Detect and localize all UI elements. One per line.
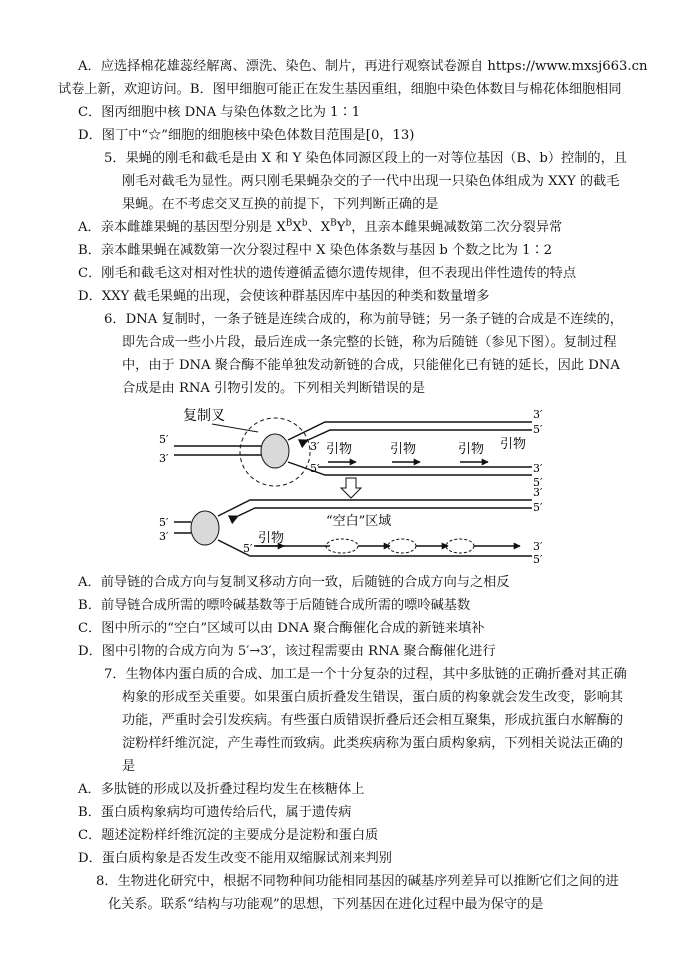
template-lower-1 — [288, 462, 532, 475]
q5-option-a: A．亲本雌雄果蝇的基因型分别是 $X^BX^b$、$X^BY^b$，且亲本雌果蝇减数第二次分裂异常 — [78, 218, 563, 235]
end-label-3p: 3′ — [159, 530, 169, 543]
text-line-q5_2: 刚毛对截毛为显性。两只刚毛果蝇杂交的子一代中出现一只染色体组成为 XXY 的截毛 — [122, 174, 620, 189]
primer-label: 引物 — [390, 442, 417, 457]
gap-label: “空白”区域 — [326, 514, 392, 529]
fork-label: 复制叉 — [183, 408, 225, 424]
dna-replication-diagram — [150, 400, 550, 570]
text-line-q6d: D．图中引物的合成方向为 5′→3′，该过程需要由 RNA 聚合酶催化进行 — [78, 644, 496, 659]
end-label-3p: 3′ — [159, 452, 169, 465]
end-label-5p: 5′ — [310, 462, 320, 475]
text-line-q8_1: 8．生物进化研究中，根据不同物种间功能相同基因的碱基序列差异可以推断它们之间的进 — [96, 874, 619, 889]
text-line-q7_3: 功能，严重时会引发疾病。有些蛋白质错误折叠后还会相互聚集，形成抗蛋白水解酶的 — [122, 713, 624, 728]
text-line-q6c: C．图中所示的“空白”区域可以由 DNA 聚合酶催化合成的新链来填补 — [78, 621, 485, 636]
text-line-q7_2: 构象的形成至关重要。如果蛋白质折叠发生错误，蛋白质的构象就会发生改变，影响其 — [122, 690, 624, 705]
primer-label: 引物 — [500, 437, 527, 452]
text-line-q6_3: 中，由于 DNA 聚合酶不能单独发动新链的合成，只能催化已有链的延长，因此 DNA — [122, 358, 620, 373]
text-line-q8_2: 化关系。联系“结构与功能观”的思想，下列基因在进化过程中最为保守的是 — [108, 897, 544, 912]
text-line-q6_2: 即先合成一些小片段，最后连成一条完整的长链，称为后随链（参见下图）。复制过程 — [122, 335, 617, 350]
end-label-5p: 5′ — [159, 433, 169, 446]
end-label-3p: 3′ — [533, 540, 543, 553]
text-line-q5_3: 果蝇。在不考虑交叉互换的前提下，下列判断正确的是 — [122, 197, 439, 212]
text-line-q6a: A．前导链的合成方向与复制叉移动方向一致，后随链的合成方向与之相反 — [78, 575, 510, 590]
text-line-q7a: A．多肽链的形成以及折叠过程均发生在核糖体上 — [78, 782, 365, 797]
text-line-q6_1: 6．DNA 复制时，一条子链是连续合成的，称为前导链；另一条子链的合成是不连续的， — [104, 312, 623, 327]
text-line-q4d: D．图丁中“☆”细胞的细胞核中染色体数目范围是[0，13) — [78, 128, 415, 143]
gap-region — [446, 539, 474, 553]
text-line-q7d: D．蛋白质构象是否发生改变不能用双缩脲试剂来判别 — [78, 851, 392, 866]
text-line-q7b: B．蛋白质构象病均可遗传给后代，属于遗传病 — [78, 805, 352, 820]
primer-label: 引物 — [458, 442, 485, 457]
text-line-q4c: C．图丙细胞中核 DNA 与染色体数之比为 1∶1 — [78, 105, 361, 120]
end-label-3p: 3′ — [533, 408, 543, 421]
process-arrow — [341, 478, 361, 498]
gap-region — [326, 539, 358, 553]
text-line-q7_5: 是 — [122, 759, 136, 774]
template-upper-1 — [288, 422, 532, 440]
text-line-q7c: C．题述淀粉样纤维沉淀的主要成分是淀粉和蛋白质 — [78, 828, 379, 843]
text-line-q4a_2: 试卷上新，欢迎访问。B．图甲细胞可能正在发生基因重组，细胞中染色体数目与棉花体细胞相同 — [58, 82, 622, 97]
text-line-q6_4: 合成是由 RNA 引物引发的。下列相关判断错误的是 — [122, 381, 426, 396]
text-line-q5d: D．XXY 截毛果蝇的出现，会使该种群基因库中基因的种类和数量增多 — [78, 289, 490, 304]
primer-label: 引物 — [326, 442, 353, 457]
end-label-5p: 5′ — [159, 516, 169, 529]
end-label-5p: 5′ — [533, 476, 543, 489]
primer-label: 引物 — [258, 531, 285, 546]
end-label-5p: 5′ — [533, 553, 543, 566]
end-label-3p: 3′ — [533, 462, 543, 475]
end-label-5p: 5′ — [243, 542, 253, 555]
end-label-3p: 3′ — [310, 440, 320, 453]
gap-region — [388, 539, 416, 553]
text-line-q4a_1: A．应选择棉花雄蕊经解离、漂洗、染色、制片，再进行观察试卷源自 https://www.mxsj663.cn — [78, 59, 648, 74]
fork-pointer — [212, 424, 258, 432]
text-line-q5c: C．刚毛和截毛这对相对性状的遗传遵循孟德尔遗传规律，但不表现出伴性遗传的特点 — [78, 266, 577, 281]
text-line-q6b: B．前导链合成所需的嘌呤碱基数等于后随链合成所需的嘌呤碱基数 — [78, 598, 471, 613]
end-label-3p: 3′ — [533, 486, 543, 499]
leading-strand — [308, 430, 532, 440]
q5-option-b: B．亲本雌果蝇在减数第一次分裂过程中 X 染色体条数与基因 b 个数之比为 1∶2 — [78, 243, 553, 258]
helicase-enzyme — [261, 434, 289, 468]
end-label-5p: 5′ — [533, 501, 543, 514]
text-line-q7_1: 7．生物体内蛋白质的合成、加工是一个十分复杂的过程，其中多肽链的正确折叠对其正确 — [104, 667, 627, 682]
text-line-q7_4: 淀粉样纤维沉淀，产生毒性而致病。此类疾病称为蛋白质构象病，下列相关说法正确的 — [122, 736, 624, 751]
helicase-enzyme — [191, 511, 219, 545]
text-line-q5_1: 5．果蝇的刚毛和截毛是由 X 和 Y 染色体同源区段上的一对等位基因（B、b）控制的，且 — [104, 151, 627, 166]
end-label-5p: 5′ — [533, 423, 543, 436]
